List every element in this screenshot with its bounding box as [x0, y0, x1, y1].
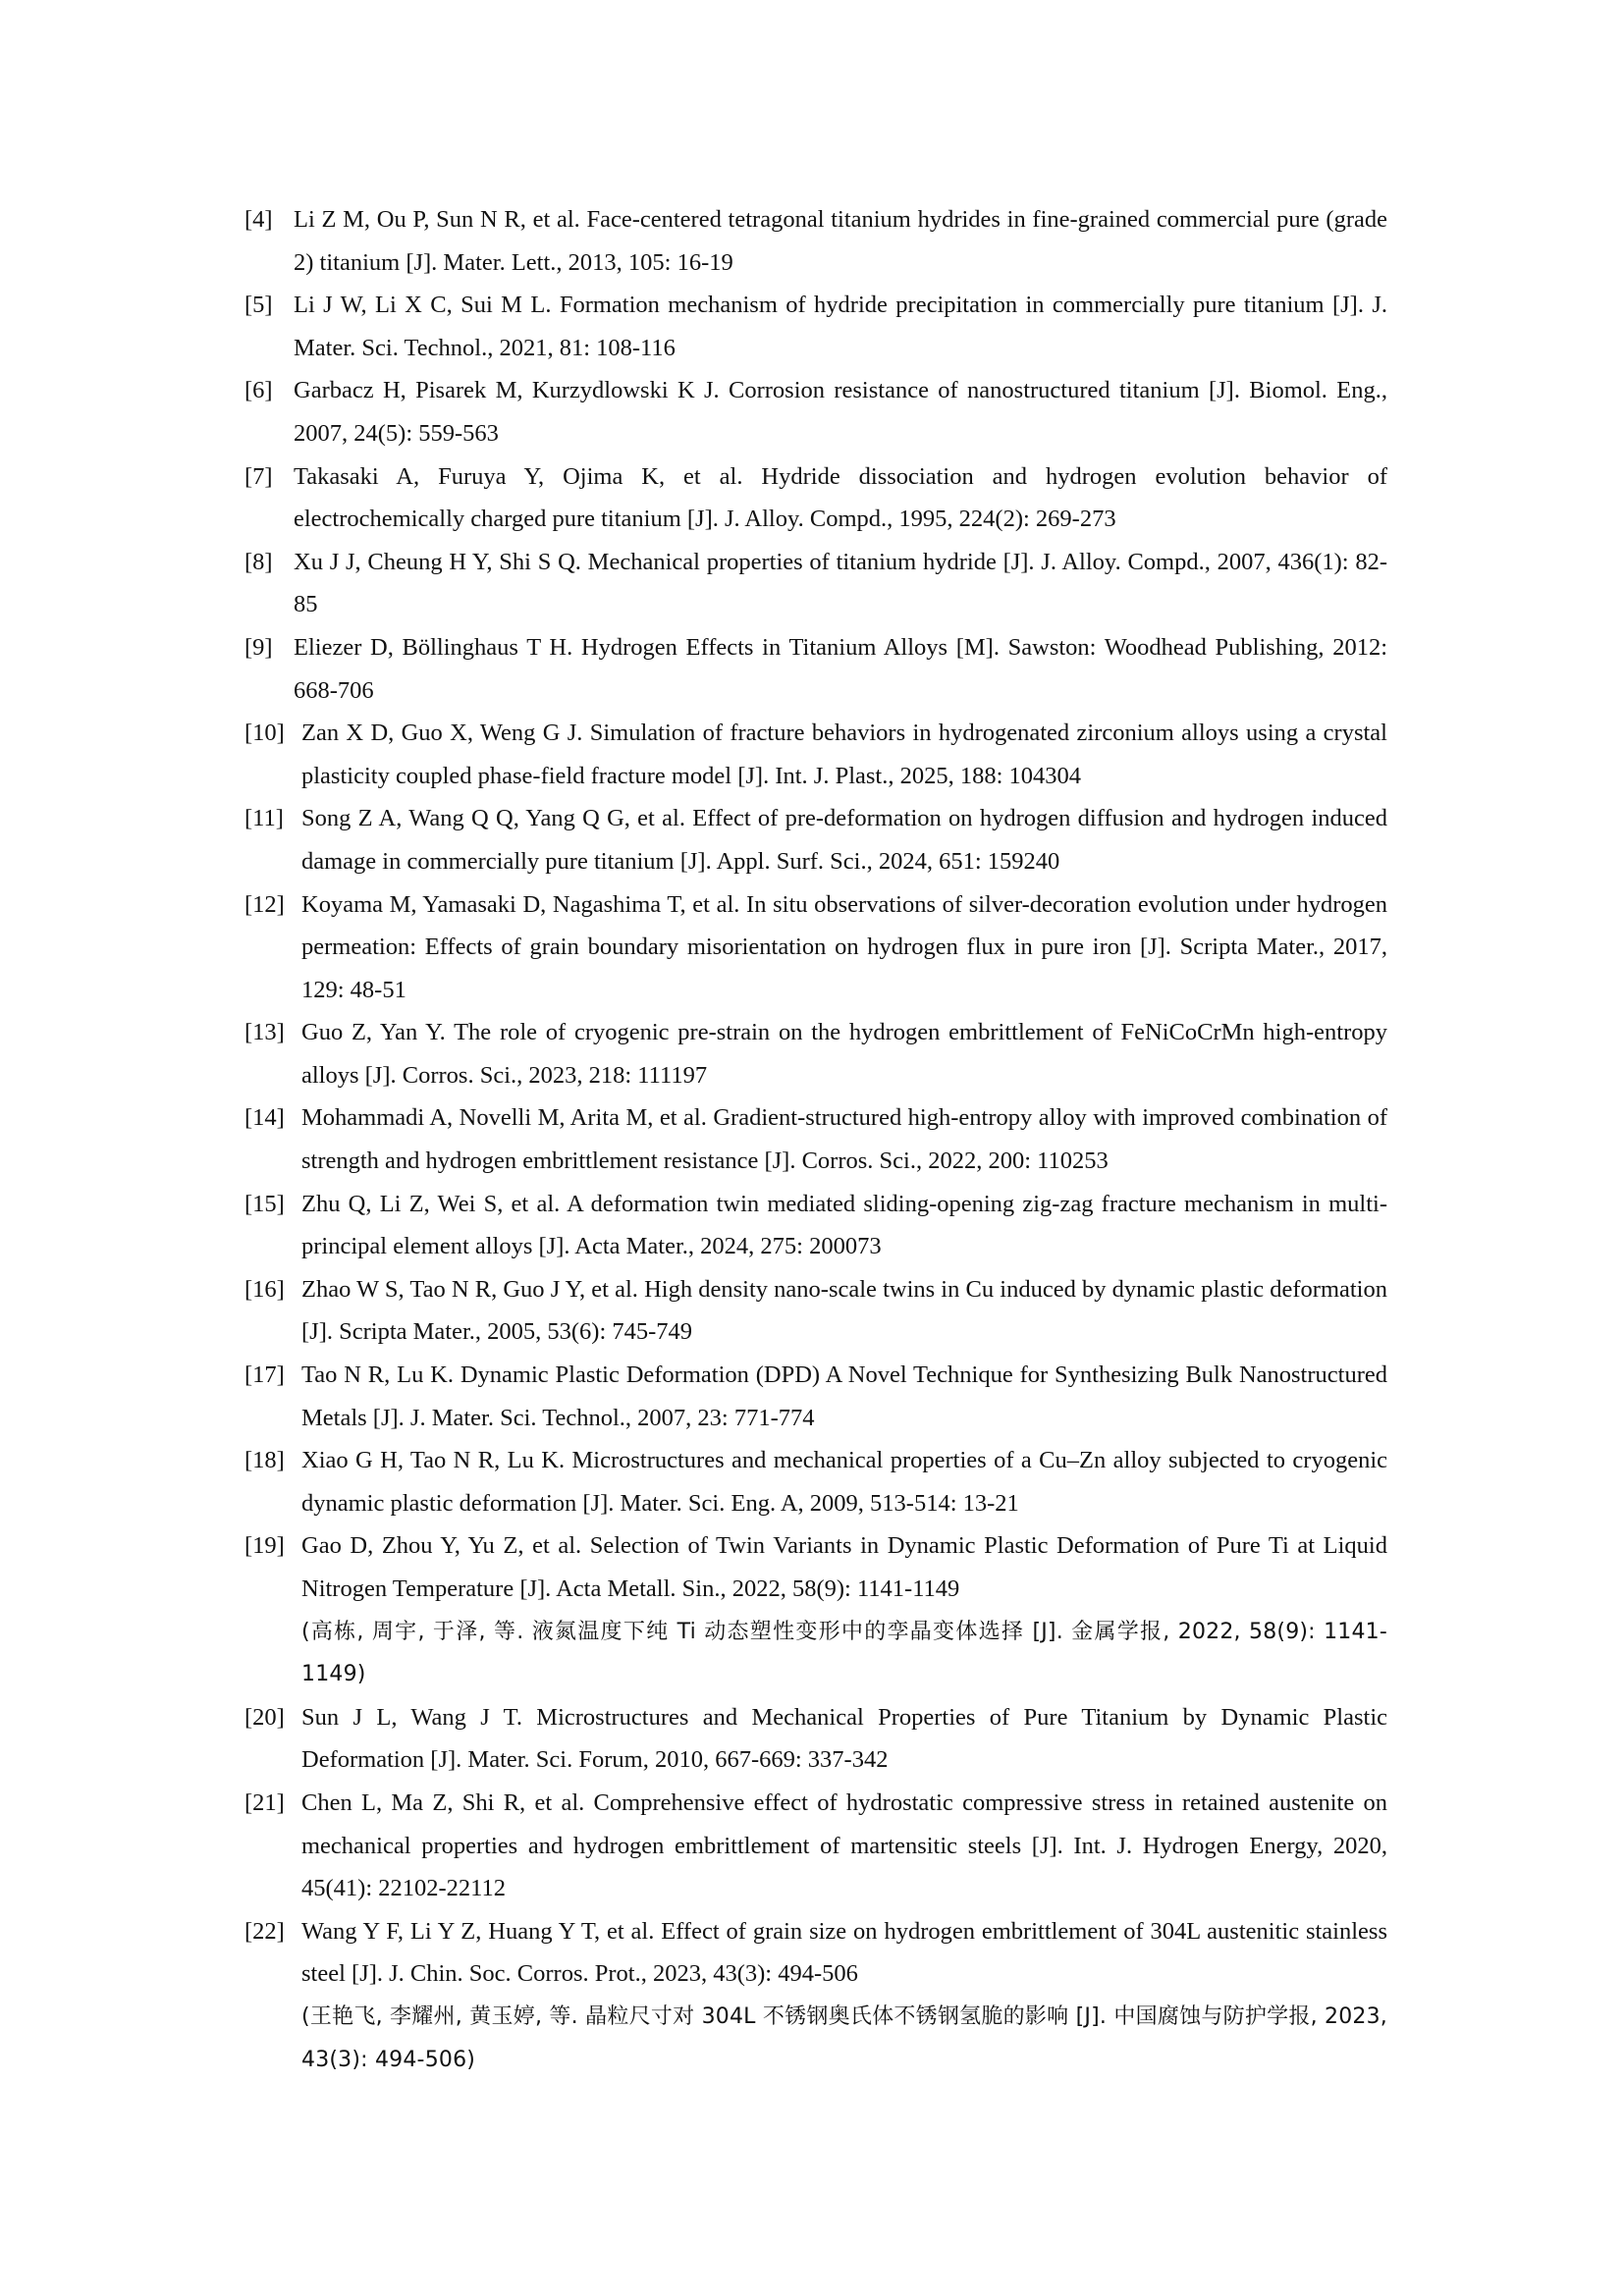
reference-number: [9] [244, 633, 273, 661]
reference-item [244, 1696, 1387, 1782]
reference-text: Xu J J, Cheung H Y, Shi S Q. Mechanical properties of titanium hydride [J]. J. Alloy. Compd., 2007, 436(1): 82-85 [294, 548, 1387, 618]
reference-number: [16] [244, 1275, 285, 1303]
reference-item [244, 1268, 1387, 1354]
reference-number: [8] [244, 548, 273, 575]
reference-item [244, 284, 1387, 369]
reference-number: [19] [244, 1532, 285, 1560]
reference-item [244, 1910, 1387, 2081]
reference-number: [15] [244, 1190, 285, 1217]
reference-text: Tao N R, Lu K. Dynamic Plastic Deformation (DPD) A Novel Technique for Synthesizing Bulk Nanostructured Metals [J]. J. Mater. Sci. Technol., 2007, 23: 771-774 [301, 1362, 1387, 1431]
reference-item [244, 1439, 1387, 1524]
reference-text: Xiao G H, Tao N R, Lu K. Microstructures and mechanical properties of a Cu–Zn alloy subjected to cryogenic dynamic plastic deformation [J]. Mater. Sci. Eng. A, 2009, 513-514: 13-21 [301, 1447, 1387, 1517]
reference-text: Mohammadi A, Novelli M, Arita M, et al. Gradient-structured high-entropy alloy with improved combination of strength and hydrogen embrittlement resistance [J]. Corros. Sci., 2022, 200: 110253 [301, 1104, 1387, 1175]
reference-item [244, 198, 1387, 284]
reference-text: Zan X D, Guo X, Weng G J. Simulation of fracture behaviors in hydrogenated zirconium alloys using a crystal plasticity coupled phase-field fracture model [J]. Int. J. Plast., 2025, 188: 104304 [301, 720, 1387, 789]
reference-number: [7] [244, 462, 273, 490]
reference-item [244, 1183, 1387, 1268]
reference-text-en: Wang Y F, Li Y Z, Huang Y T, et al. Effect of grain size on hydrogen embrittlement of 304L austenitic stainless steel [J]. J. Chin. Soc. Corros. Prot., 2023, 43(3): 494-506 [301, 1917, 1387, 1988]
reference-text: Sun J L, Wang J T. Microstructures and Mechanical Properties of Pure Titanium by Dynamic Plastic Deformation [J]. Mater. Sci. Forum, 2010, 667-669: 337-342 [301, 1703, 1387, 1774]
reference-number: [6] [244, 377, 273, 404]
reference-text: Garbacz H, Pisarek M, Kurzydlowski K J. Corrosion resistance of nanostructured titanium [J]. Biomol. Eng., 2007, 24(5): 559-563 [294, 377, 1387, 447]
reference-text: Chen L, Ma Z, Shi R, et al. Comprehensive effect of hydrostatic compressive stress in retained austenite on mechanical properties and hydrogen embrittlement of martensitic steels [J]. Int. J. Hydrogen Energy, 2020, 45(41): 22102-22112 [301, 1789, 1387, 1902]
reference-number: [21] [244, 1789, 285, 1816]
reference-item [244, 797, 1387, 882]
reference-number: [20] [244, 1703, 285, 1731]
reference-text: Takasaki A, Furuya Y, Ojima K, et al. Hydride dissociation and hydrogen evolution behavior of electrochemically charged pure titanium [J]. J. Alloy. Compd., 1995, 224(2): 269-273 [294, 462, 1387, 533]
reference-text: Zhu Q, Li Z, Wei S, et al. A deformation twin mediated sliding-opening zig-zag fracture mechanism in multi-principal element alloys [J]. Acta Mater., 2024, 275: 200073 [301, 1190, 1387, 1260]
reference-number: [4] [244, 206, 273, 233]
reference-text: Guo Z, Yan Y. The role of cryogenic pre-strain on the hydrogen embrittlement of FeNiCoCrMn high-entropy alloys [J]. Corros. Sci., 2023, 218: 111197 [301, 1019, 1387, 1089]
reference-list [244, 198, 1387, 2081]
reference-item [244, 626, 1387, 712]
reference-item [244, 541, 1387, 626]
reference-number: [17] [244, 1362, 285, 1389]
reference-text: Li J W, Li X C, Sui M L. Formation mechanism of hydride precipitation in commercially pure titanium [J]. J. Mater. Sci. Technol., 2021, 81: 108-116 [294, 292, 1387, 361]
reference-text [301, 1910, 1387, 2081]
reference-item [244, 1354, 1387, 1439]
reference-text-en: Gao D, Zhou Y, Yu Z, et al. Selection of Twin Variants in Dynamic Plastic Deformation of Pure Ti at Liquid Nitrogen Temperature [J]. Acta Metall. Sin., 2022, 58(9): 1141-1149 [301, 1532, 1387, 1602]
reference-number: [18] [244, 1447, 285, 1474]
reference-number: [22] [244, 1917, 285, 1945]
reference-item [244, 369, 1387, 454]
reference-text: Song Z A, Wang Q Q, Yang Q G, et al. Effect of pre-deformation on hydrogen diffusion and hydrogen induced damage in commercially pure titanium [J]. Appl. Surf. Sci., 2024, 651: 159240 [301, 805, 1387, 875]
reference-item [244, 883, 1387, 1012]
reference-number: [11] [244, 805, 284, 832]
reference-item [244, 1011, 1387, 1096]
reference-item [244, 1524, 1387, 1695]
reference-text-cn: (高栋, 周宇, 于泽, 等. 液氮温度下纯 Ti 动态塑性变形中的孪晶变体选择 [J]. 金属学报, 2022, 58(9): 1141-1149) [301, 1619, 1387, 1687]
reference-number: [10] [244, 720, 285, 747]
reference-text [301, 1524, 1387, 1695]
reference-text: Zhao W S, Tao N R, Guo J Y, et al. High density nano-scale twins in Cu induced by dynamic plastic deformation [J]. Scripta Mater., 2005, 53(6): 745-749 [301, 1275, 1387, 1346]
reference-number: [5] [244, 292, 273, 319]
reference-text: Koyama M, Yamasaki D, Nagashima T, et al. In situ observations of silver-decoration evolution under hydrogen permeation: Effects of grain boundary misorientation on hydrogen flux in pure iron [J]. Scripta Mater., 2017, 129: 48-51 [301, 890, 1387, 1003]
reference-item [244, 1782, 1387, 1910]
reference-text: Eliezer D, Böllinghaus T H. Hydrogen Effects in Titanium Alloys [M]. Sawston: Woodhead Publishing, 2012: 668-706 [294, 633, 1387, 704]
reference-number: [12] [244, 890, 285, 918]
reference-number: [14] [244, 1104, 285, 1132]
reference-text-cn: (王艳飞, 李耀州, 黄玉婷, 等. 晶粒尺寸对 304L 不锈钢奥氏体不锈钢氢脆的影响 [J]. 中国腐蚀与防护学报, 2023, 43(3): 494-506) [301, 2003, 1387, 2072]
reference-number: [13] [244, 1019, 285, 1046]
reference-item [244, 712, 1387, 797]
reference-text: Li Z M, Ou P, Sun N R, et al. Face-centered tetragonal titanium hydrides in fine-grained commercial pure (grade 2) titanium [J]. Mater. Lett., 2013, 105: 16-19 [294, 206, 1387, 276]
reference-item [244, 1096, 1387, 1182]
reference-item [244, 455, 1387, 541]
